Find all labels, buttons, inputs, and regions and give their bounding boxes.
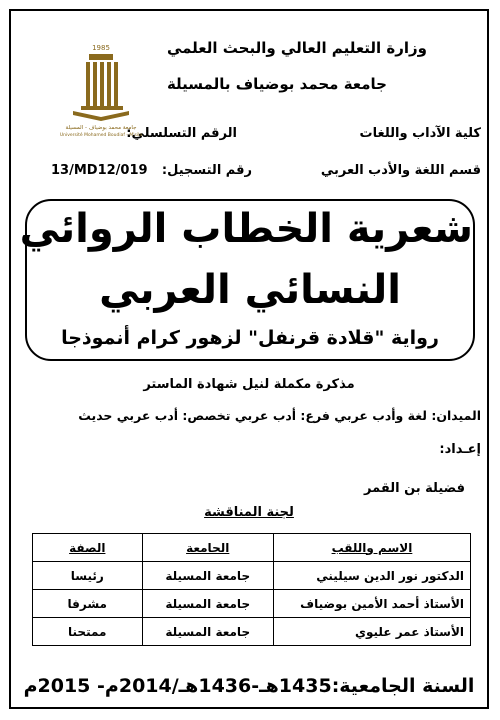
member-university: جامعة المسيلة xyxy=(142,562,273,590)
thesis-title-line1: شعرية الخطاب الروائي xyxy=(19,206,473,252)
thesis-subtitle: رواية "قلادة قرنفل" لزهور كرام أنموذجا xyxy=(61,327,439,349)
university-logo-emblem xyxy=(53,41,149,137)
prepared-by-label: إعـداد: xyxy=(439,442,481,457)
thesis-note: مذكرة مكملة لنيل شهادة الماستر xyxy=(143,377,355,392)
column-header-university: الجامعة xyxy=(142,534,273,562)
committee-header-row xyxy=(33,534,471,562)
serial-number-label: الرقم التسلسلي: xyxy=(126,126,237,141)
table-row xyxy=(33,562,471,590)
member-name: الأستاذ أحمد الأمين بوضياف xyxy=(273,590,470,618)
member-university: جامعة المسيلة xyxy=(142,590,273,618)
department-name: قسم اللغة والأدب العربي xyxy=(320,163,481,178)
member-role: ممتحنا xyxy=(33,618,143,646)
committee-title: لجنة المناقشة xyxy=(204,505,294,520)
title-box xyxy=(19,199,475,361)
registration-number: 13/MD12/019 xyxy=(51,163,148,178)
member-name: الأستاذ عمر عليوي xyxy=(273,618,470,646)
table-row xyxy=(33,590,471,618)
committee-table xyxy=(32,533,471,646)
faculty-name: كلية الآداب واللغات xyxy=(359,126,481,141)
table-row xyxy=(33,618,471,646)
university-name: جامعة محمد بوضياف بالمسيلة xyxy=(166,75,387,93)
column-header-role: الصفة xyxy=(33,534,143,562)
logo-name-ar: جامعة محمد بوضياف - المسيلة xyxy=(65,125,137,131)
specialization-line: الميدان: لغة وأدب عربي فرع: أدب عربي تخصص: أدب عربي حديث xyxy=(78,408,481,423)
thesis-cover-page xyxy=(9,9,489,709)
column-header-name: الاسم واللقب xyxy=(273,534,470,562)
member-university: جامعة المسيلة xyxy=(142,618,273,646)
thesis-title-line2: النسائي العربي xyxy=(99,267,401,313)
member-role: مشرفا xyxy=(33,590,143,618)
member-name: الدكتور نور الدين سيليني xyxy=(273,562,470,590)
university-logo xyxy=(53,41,149,137)
logo-year: 1985 xyxy=(92,44,110,52)
member-role: رئيسا xyxy=(33,562,143,590)
academic-year: السنة الجامعية:1435هـ-1436هـ/2014م- 2015م xyxy=(23,675,475,697)
registration-label: رقم التسجيل: xyxy=(161,163,252,178)
author-name: فضيلة بن القمر xyxy=(364,481,465,496)
logo-name-fr: Université Mohamed Boudiaf - M'sila xyxy=(59,133,143,137)
ministry-name: وزارة التعليم العالي والبحث العلمي xyxy=(166,39,427,57)
